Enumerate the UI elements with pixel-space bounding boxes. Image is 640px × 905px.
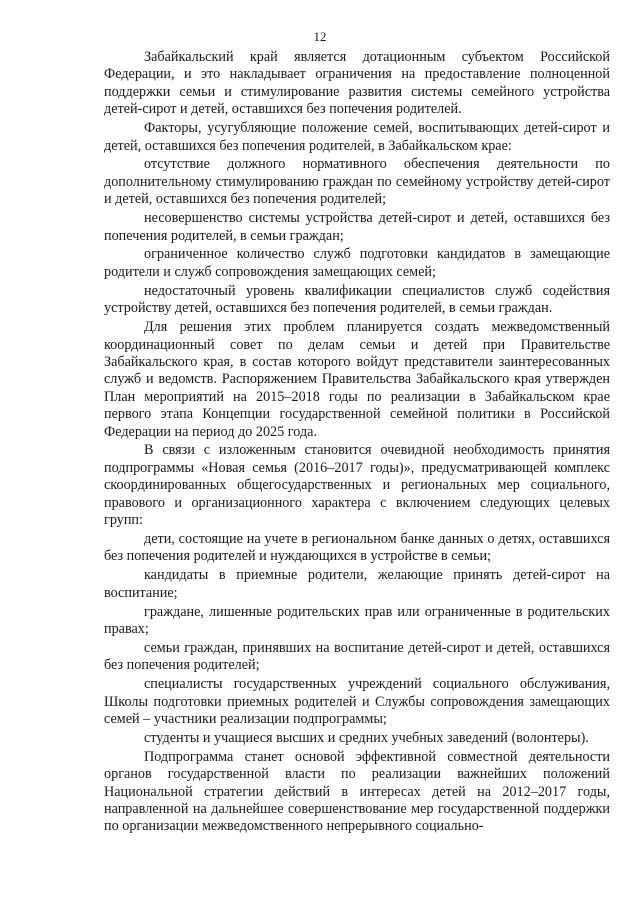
body-text — [104, 49, 610, 837]
list-item-target-deprived-parents: граждане, лишенные родительских прав или ограниченные в родительских правах; — [104, 603, 610, 637]
list-item-regulatory-gap: отсутствие должного нормативного обеспечения деятельности по дополнительному стимулированию граждан по семейному устройству детей-сирот и детей, оставшихся без попечения родителей; — [104, 156, 610, 208]
paragraph-subprogram-basis: Подпрограмма станет основой эффективной совместной деятельности органов государственной власти по реализации важнейших положений Национальной стратегии действий в интересах детей на 2012–2017 годы, направленной на дальнейшее совершенствование мер государственной поддержки по организации межведомственного непрерывного социально- — [104, 748, 610, 835]
list-item-qualification-level: недостаточный уровень квалификации специалистов служб содействия устройству детей, оставшихся без попечения родителей, в семьи граждан. — [104, 282, 610, 317]
list-item-target-children: дети, состоящие на учете в региональном банке данных о детях, оставшихся без попечения родителей и нуждающихся в устройстве в семьи; — [104, 530, 610, 565]
paragraph-coordination-council: Для решения этих проблем планируется создать межведомственный координационный совет по делам семьи и детей при Правительстве Забайкальского края, в состав которого войдут представители заинтересованных служб и ведомств. Распоряжением Правительства Забайкальского края утвержден План мероприятий на 2015–2018 годы по реализации в Забайкальском крае первого этапа Концепции государственной семейной политики в Российской Федерации на период до 2025 года. — [104, 319, 610, 440]
list-item-target-specialists: специалисты государственных учреждений социального обслуживания, Школы подготовки приемных родителей и Службы сопровождения замещающих семей – участники реализации подпрограммы; — [104, 676, 610, 728]
list-item-target-candidates: кандидаты в приемные родители, желающие принять детей-сирот на воспитание; — [104, 567, 610, 601]
page-number: 12 — [313, 29, 327, 44]
list-item-limited-services: ограниченное количество служб подготовки кандидатов в замещающие родители и служб сопровождения замещающих семей; — [104, 246, 610, 280]
paragraph-subprogram-necessity: В связи с изложенным становится очевидной необходимость принятия подпрограммы «Новая семья (2016–2017 годы)», предусматривающей комплекс скоординированных общегосударственных и региональных мер социального, правового и организационного характера с включением следующих целевых групп: — [104, 442, 610, 529]
list-item-placement-system: несовершенство системы устройства детей-сирот и детей, оставшихся без попечения родителей, в семьи граждан; — [104, 210, 610, 244]
list-item-target-volunteers: студенты и учащиеся высших и средних учебных заведений (волонтеры). — [144, 729, 589, 746]
paragraph-aggravating-factors: Факторы, усугубляющие положение семей, воспитывающих детей-сирот и детей, оставшихся без попечения родителей, в Забайкальском крае: — [104, 120, 610, 154]
list-item-target-foster-families: семьи граждан, принявших на воспитание детей-сирот и детей, оставшихся без попечения родителей; — [104, 639, 610, 674]
paragraph-subsidized-region: Забайкальский край является дотационным субъектом Российской Федерации, и это накладывает ограничения на предоставление полноценной поддержки семьи и стимулирование развития системы семейного устройства детей-сирот и детей, оставшихся без попечения родителей. — [104, 49, 610, 118]
